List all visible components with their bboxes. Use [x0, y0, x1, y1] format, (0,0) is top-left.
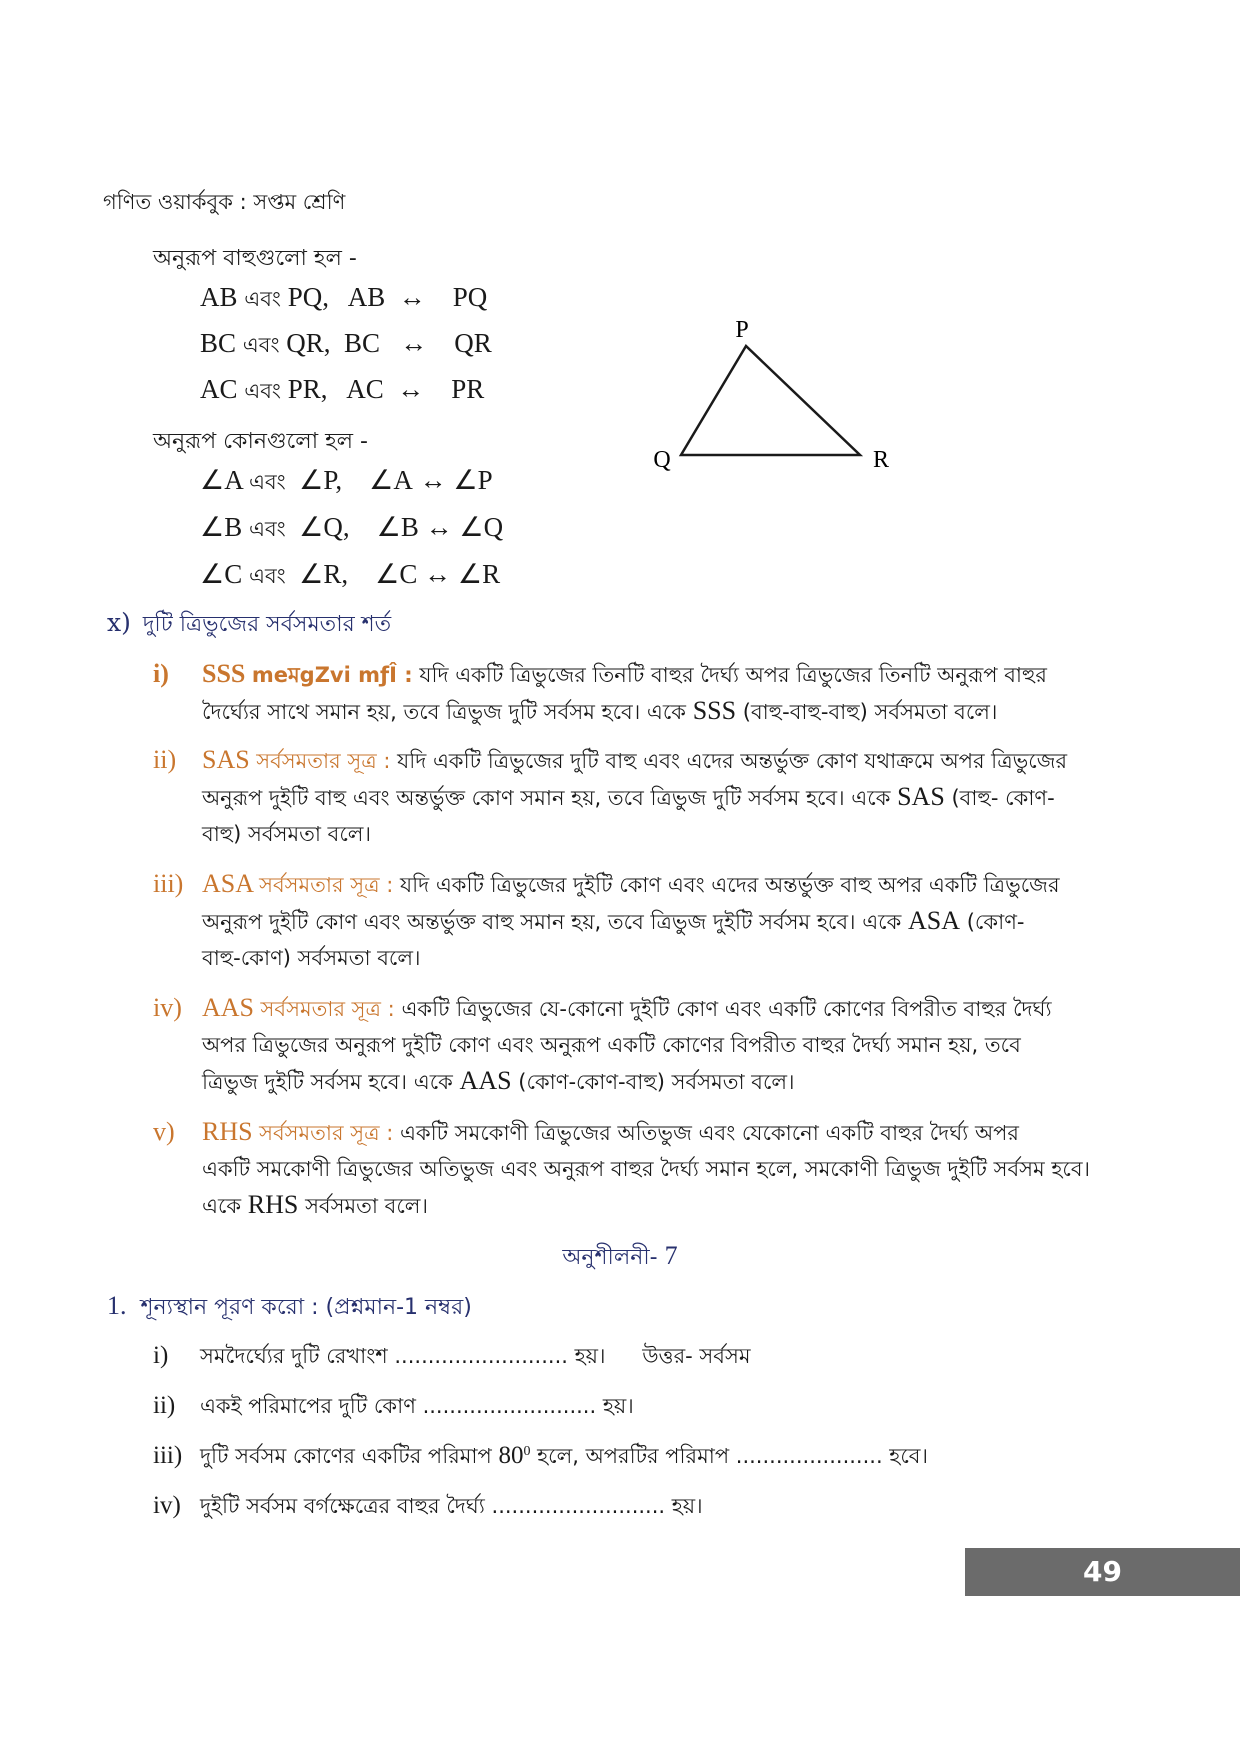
section-x-heading: x) দুটি ত্রিভুজের সর্বসমতার শর্ত	[107, 608, 392, 637]
vertex-label-q: Q	[653, 447, 671, 473]
exercise-title: অনুশীলনী- 7	[562, 1241, 678, 1270]
side-row-3: AC এবং PR, AC ↔ PR	[200, 374, 485, 404]
rule-sss-title: SSS meমgZvi mƒÎ :	[202, 659, 413, 688]
angle-row-3: ∠C এবং ∠R, ∠C ↔ ∠R	[200, 559, 501, 589]
rule-aas-title: AAS সর্বসমতার সূত্র :	[202, 993, 395, 1022]
rule-asa: iii) ASA সর্বসমতার সূত্র : যদি একটি ত্রিভুজের দুইটি কোণ এবং এদের অন্তর্ভুক্ত বাহু অপর একটি ত্রিভুজের অনুরূপ দুইটি কোণ এবং অন্তর্ভুক্ত বাহু সমান হয়, তবে ত্রিভুজ দুইটি সর্বসম হবে। একে ASA (কোণ- বাহু-কোণ) সর্বসমতা বলে।	[153, 869, 1060, 970]
sub-question-i: i) সমদৈর্ঘ্যের দুটি রেখাংশ .......................... হয়। উত্তর- সর্বসম	[153, 1342, 751, 1369]
vertex-label-p: P	[735, 317, 749, 343]
angles-heading: অনুরূপ কোনগুলো হল -	[153, 429, 368, 454]
answer-text: উত্তর- সর্বসম	[642, 1344, 751, 1368]
question-1: 1. শূন্যস্থান পূরণ করো : (প্রশ্নমান-1 নম্বর)	[107, 1291, 472, 1320]
rule-rhs: v) RHS সর্বসমতার সূত্র : একটি সমকোণী ত্রিভুজের অতিভুজ এবং যেকোনো একটি বাহুর দৈর্ঘ্য অপর একটি সমকোণী ত্রিভুজের অতিভুজ এবং অনুরূপ বাহুর দৈর্ঘ্য সমান হলে, সমকোণী ত্রিভুজ দুইটি সর্বসম হবে। একে RHS সর্বসমতা বলে।	[153, 1117, 1091, 1219]
triangle-pqr	[681, 346, 860, 455]
rule-aas: iv) AAS সর্বসমতার সূত্র : একটি ত্রিভুজের যে-কোনো দুইটি কোণ এবং একটি কোণের বিপরীত বাহুর দৈর্ঘ্য অপর ত্রিভুজের অনুরূপ দুইটি কোণ এবং অনুরূপ একটি কোণের বিপরীত বাহুর দৈর্ঘ্য সমান হয়, তবে ত্রিভুজ দুইটি সর্বসম হবে। একে AAS (কোণ-কোণ-বাহু) সর্বসমতা বলে।	[153, 993, 1052, 1095]
rule-rhs-title: RHS সর্বসমতার সূত্র :	[202, 1117, 394, 1146]
sides-heading: অনুরূপ বাহুগুলো হল -	[153, 246, 357, 271]
rule-sas-title: SAS সর্বসমতার সূত্র :	[202, 745, 391, 774]
page-number: 49	[965, 1548, 1240, 1596]
side-row-2: BC এবং QR, BC ↔ QR	[200, 328, 492, 358]
rule-sss: i) SSS meমgZvi mƒÎ : যদি একটি ত্রিভুজের তিনটি বাহুর দৈর্ঘ্য অপর ত্রিভুজের তিনটি অনুরূপ বাহুর দৈর্ঘ্যের সাথে সমান হয়, তবে ত্রিভুজ দুটি সর্বসম হবে। একে SSS (বাহু-বাহু-বাহু) সর্বসমতা বলে।	[153, 659, 1047, 725]
triangle-figure	[640, 310, 900, 480]
sub-question-iii: iii) দুটি সর্বসম কোণের একটির পরিমাপ $80^0$ হলে, অপরটির পরিমাপ ...................... হবে।	[153, 1442, 928, 1469]
rule-sas: ii) SAS সর্বসমতার সূত্র : যদি একটি ত্রিভুজের দুটি বাহু এবং এদের অন্তর্ভুক্ত কোণ যথাক্রমে অপর ত্রিভুজের অনুরূপ দুইটি বাহু এবং অন্তর্ভুক্ত কোণ সমান হয়, তবে ত্রিভুজ দুটি সর্বসম হবে। একে SAS (বাহু- কোণ- বাহু) সর্বসমতা বলে।	[153, 745, 1068, 846]
sub-question-ii: ii) একই পরিমাপের দুটি কোণ .......................... হয়।	[153, 1392, 634, 1419]
vertex-label-r: R	[872, 447, 890, 473]
angle-row-1: ∠A এবং ∠P, ∠A ↔ ∠P	[200, 465, 493, 495]
sub-question-iv: iv) দুইটি সর্বসম বর্গক্ষেত্রের বাহুর দৈর্ঘ্য .......................... হয়।	[153, 1492, 703, 1519]
rule-asa-title: ASA সর্বসমতার সূত্র :	[202, 869, 394, 898]
angle-row-2: ∠B এবং ∠Q, ∠B ↔ ∠Q	[200, 512, 504, 542]
side-row-1: AB এবং PQ, AB ↔ PQ	[200, 282, 488, 312]
page-header: গণিত ওয়ার্কবুক : সপ্তম শ্রেণি	[103, 190, 346, 214]
